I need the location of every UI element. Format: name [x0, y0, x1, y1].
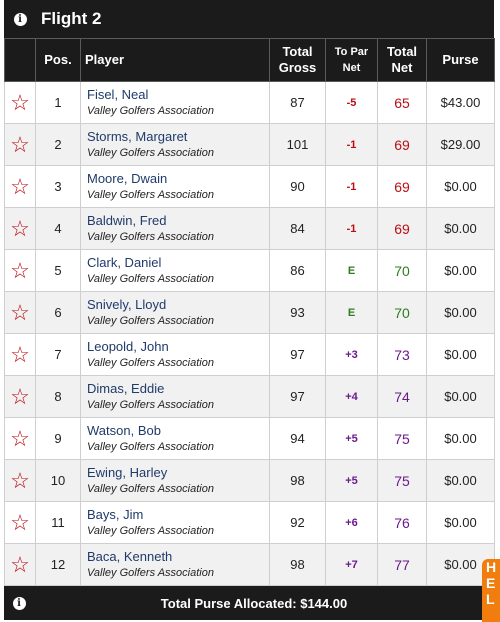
star-column-header: [5, 39, 36, 82]
position-cell: 2: [36, 124, 81, 166]
favorite-star-icon[interactable]: ☆: [5, 292, 36, 334]
player-cell: [81, 334, 270, 376]
total-purse-text: Total Purse Allocated: $144.00: [160, 595, 348, 611]
total-net-cell: 70: [378, 250, 427, 292]
player-name-link[interactable]: Baca, Kenneth: [87, 548, 173, 564]
player-org: Valley Golfers Association: [87, 356, 214, 369]
player-cell: [81, 460, 270, 502]
player-cell: [81, 250, 270, 292]
position-cell: 10: [36, 460, 81, 502]
purse-cell: $0.00: [427, 376, 495, 418]
table-header-row: [5, 39, 495, 82]
total-gross-header-line1: Total: [282, 44, 313, 59]
player-name-link[interactable]: Leopold, John: [87, 338, 169, 354]
player-org: Valley Golfers Association: [87, 440, 214, 453]
table-row[interactable]: [5, 460, 495, 502]
player-org: Valley Golfers Association: [87, 566, 214, 579]
total-gross-cell: 98: [270, 544, 326, 586]
favorite-star-icon[interactable]: ☆: [5, 166, 36, 208]
purse-cell: $0.00: [427, 418, 495, 460]
player-name-link[interactable]: Clark, Daniel: [87, 254, 162, 270]
pos-header[interactable]: Pos.: [36, 39, 81, 82]
total-net-header[interactable]: [378, 39, 427, 82]
total-net-cell: 77: [378, 544, 427, 586]
total-gross-cell: 97: [270, 334, 326, 376]
player-org: Valley Golfers Association: [87, 482, 214, 495]
player-org: Valley Golfers Association: [87, 146, 214, 159]
to-par-net-cell: -1: [326, 124, 378, 166]
to-par-net-cell: E: [326, 250, 378, 292]
favorite-star-icon[interactable]: ☆: [5, 82, 36, 124]
total-net-cell: 70: [378, 292, 427, 334]
total-net-cell: 75: [378, 418, 427, 460]
total-gross-cell: 90: [270, 166, 326, 208]
position-cell: 4: [36, 208, 81, 250]
position-cell: 11: [36, 502, 81, 544]
to-par-net-cell: +7: [326, 544, 378, 586]
purse-cell: $0.00: [427, 250, 495, 292]
total-gross-cell: 101: [270, 124, 326, 166]
player-name-link[interactable]: Storms, Margaret: [87, 128, 188, 144]
position-cell: 1: [36, 82, 81, 124]
player-org: Valley Golfers Association: [87, 524, 214, 537]
total-net-header-line2: Net: [391, 60, 413, 75]
table-row[interactable]: [5, 544, 495, 586]
favorite-star-icon[interactable]: ☆: [5, 460, 36, 502]
results-body: [5, 82, 495, 586]
player-org: Valley Golfers Association: [87, 104, 214, 117]
info-icon[interactable]: i: [13, 597, 26, 610]
purse-cell: $0.00: [427, 334, 495, 376]
total-net-cell: 69: [378, 166, 427, 208]
table-row[interactable]: [5, 376, 495, 418]
player-name-link[interactable]: Moore, Dwain: [87, 170, 168, 186]
footer-bar: [4, 586, 494, 620]
player-name-link[interactable]: Fisel, Neal: [87, 86, 149, 102]
total-net-cell: 73: [378, 334, 427, 376]
player-header[interactable]: Player: [81, 39, 270, 82]
favorite-star-icon[interactable]: ☆: [5, 544, 36, 586]
total-net-cell: 74: [378, 376, 427, 418]
position-cell: 3: [36, 166, 81, 208]
player-org: Valley Golfers Association: [87, 314, 214, 327]
results-table: [4, 38, 495, 586]
to-par-net-header[interactable]: [326, 39, 378, 82]
table-row[interactable]: [5, 166, 495, 208]
flight-header: [4, 0, 494, 38]
table-row[interactable]: [5, 124, 495, 166]
favorite-star-icon[interactable]: ☆: [5, 418, 36, 460]
purse-cell: $29.00: [427, 124, 495, 166]
table-row[interactable]: [5, 250, 495, 292]
total-net-cell: 65: [378, 82, 427, 124]
to-par-net-cell: -1: [326, 208, 378, 250]
flight-title: Flight 2: [41, 9, 102, 28]
to-par-net-cell: -1: [326, 166, 378, 208]
to-par-net-cell: +5: [326, 418, 378, 460]
position-cell: 5: [36, 250, 81, 292]
table-row[interactable]: [5, 334, 495, 376]
player-name-link[interactable]: Dimas, Eddie: [87, 380, 165, 396]
purse-cell: $0.00: [427, 460, 495, 502]
total-gross-cell: 87: [270, 82, 326, 124]
purse-cell: $0.00: [427, 544, 495, 586]
player-name-link[interactable]: Ewing, Harley: [87, 464, 168, 480]
player-name-link[interactable]: Snively, Lloyd: [87, 296, 167, 312]
total-gross-cell: 92: [270, 502, 326, 544]
player-cell: [81, 208, 270, 250]
total-gross-cell: 98: [270, 460, 326, 502]
purse-cell: $0.00: [427, 166, 495, 208]
total-net-cell: 69: [378, 208, 427, 250]
player-cell: [81, 124, 270, 166]
table-row[interactable]: [5, 208, 495, 250]
total-gross-cell: 94: [270, 418, 326, 460]
total-gross-cell: 97: [270, 376, 326, 418]
table-row[interactable]: [5, 292, 495, 334]
player-cell: [81, 418, 270, 460]
help-tab[interactable]: H E L: [482, 559, 500, 622]
to-par-net-cell: E: [326, 292, 378, 334]
favorite-star-icon[interactable]: ☆: [5, 334, 36, 376]
position-cell: 7: [36, 334, 81, 376]
player-name-link[interactable]: Bays, Jim: [87, 506, 144, 522]
purse-cell: $0.00: [427, 292, 495, 334]
purse-cell: $43.00: [427, 82, 495, 124]
footer-info-icon-cell: [4, 597, 34, 610]
favorite-star-icon[interactable]: ☆: [5, 208, 36, 250]
favorite-star-icon[interactable]: ☆: [5, 502, 36, 544]
to-par-net-cell: -5: [326, 82, 378, 124]
player-cell: [81, 376, 270, 418]
total-gross-cell: 86: [270, 250, 326, 292]
table-row[interactable]: [5, 418, 495, 460]
favorite-star-icon[interactable]: ☆: [5, 250, 36, 292]
player-cell: [81, 82, 270, 124]
table-row[interactable]: [5, 82, 495, 124]
total-net-cell: 69: [378, 124, 427, 166]
total-net-header-line1: Total: [386, 44, 418, 59]
total-gross-cell: 84: [270, 208, 326, 250]
favorite-star-icon[interactable]: ☆: [5, 124, 36, 166]
purse-cell: $0.00: [427, 208, 495, 250]
table-row[interactable]: [5, 502, 495, 544]
purse-header[interactable]: Purse: [427, 39, 495, 82]
player-org: Valley Golfers Association: [87, 398, 214, 411]
player-name-link[interactable]: Watson, Bob: [87, 422, 161, 438]
leaderboard: [4, 0, 494, 620]
player-cell: [81, 292, 270, 334]
to-par-net-cell: +3: [326, 334, 378, 376]
purse-cell: $0.00: [427, 502, 495, 544]
player-org: Valley Golfers Association: [87, 272, 214, 285]
to-par-header-line2: Net: [342, 62, 361, 74]
favorite-star-icon[interactable]: ☆: [5, 376, 36, 418]
to-par-header-line1: To Par: [334, 46, 369, 58]
info-icon-cell: [5, 13, 35, 26]
info-icon[interactable]: i: [14, 13, 27, 26]
to-par-net-cell: +6: [326, 502, 378, 544]
player-org: Valley Golfers Association: [87, 188, 214, 201]
total-gross-header-line2: Gross: [278, 60, 317, 75]
player-org: Valley Golfers Association: [87, 230, 214, 243]
to-par-net-cell: +5: [326, 460, 378, 502]
to-par-net-cell: +4: [326, 376, 378, 418]
player-cell: [81, 502, 270, 544]
total-net-cell: 75: [378, 460, 427, 502]
position-cell: 8: [36, 376, 81, 418]
player-cell: [81, 544, 270, 586]
total-gross-cell: 93: [270, 292, 326, 334]
player-cell: [81, 166, 270, 208]
total-net-cell: 76: [378, 502, 427, 544]
player-name-link[interactable]: Baldwin, Fred: [87, 212, 167, 228]
position-cell: 9: [36, 418, 81, 460]
total-gross-header[interactable]: [270, 39, 326, 82]
position-cell: 12: [36, 544, 81, 586]
position-cell: 6: [36, 292, 81, 334]
